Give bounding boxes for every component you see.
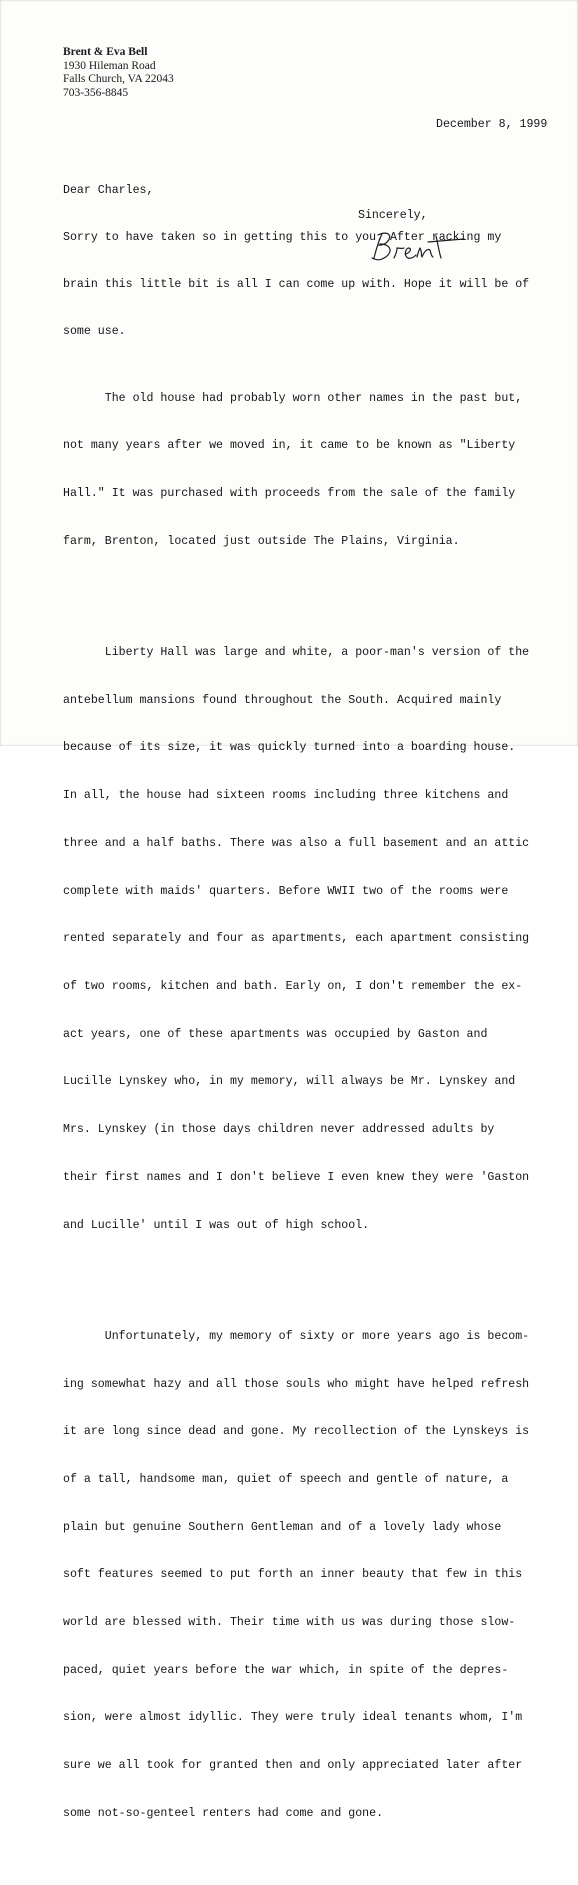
essay-line: soft features seemed to put forth an inner beauty that few in this xyxy=(63,1568,523,1582)
essay-line: it are long since dead and gone. My recollection of the Lynskeys is xyxy=(63,1425,530,1439)
letterhead-phone: 703-356-8845 xyxy=(63,86,129,99)
essay-line: Lucille Lynskey who, in my memory, will always be Mr. Lynskey and xyxy=(63,1075,516,1089)
essay-line: Liberty Hall was large and white, a poor-man's version of the xyxy=(63,646,530,660)
essay-paragraph xyxy=(63,1297,529,1854)
essay-line: ing somewhat hazy and all those souls who might have helped refresh xyxy=(63,1377,530,1391)
essay-line: In all, the house had sixteen rooms including three kitchens and xyxy=(63,789,509,803)
essay-line: Unfortunately, my memory of sixty or more years ago is becom- xyxy=(63,1329,530,1343)
essay-line: their first names and I don't believe I even knew they were 'Gaston xyxy=(63,1170,530,1184)
essay-line: of a tall, handsome man, quiet of speech and gentle of nature, a xyxy=(63,1472,509,1486)
signature-drawing xyxy=(364,228,474,268)
essay-line: Mrs. Lynskey (in those days children never addressed adults by xyxy=(63,1123,495,1137)
essay-line: complete with maids' quarters. Before WWII two of the rooms were xyxy=(63,884,509,898)
handwritten-signature xyxy=(364,228,474,273)
essay-line: rented separately and four as apartments, each apartment consisting xyxy=(63,932,530,946)
essay-paragraph xyxy=(63,613,529,1265)
essay-line: farm, Brenton, located just outside The Plains, Virginia. xyxy=(63,534,460,548)
essay-line: because of its size, it was quickly turned into a boarding house. xyxy=(63,741,516,755)
essay-line: sure we all took for granted then and only appreciated later after xyxy=(63,1759,523,1773)
essay-line: three and a half baths. There was also a full basement and an attic xyxy=(63,836,530,850)
essay-line: sion, were almost idyllic. They were truly ideal tenants whom, I'm xyxy=(63,1711,523,1725)
letterhead-city: Falls Church, VA 22043 xyxy=(63,73,174,85)
cover-body-line: some use. xyxy=(63,324,126,338)
essay-line: of two rooms, kitchen and bath. Early on, I don't remember the ex- xyxy=(63,979,523,993)
essay-line: not many years after we moved in, it came to be known as "Liberty xyxy=(63,439,516,453)
letterhead-street: 1930 Hileman Road xyxy=(63,59,156,72)
letterhead-name: Brent & Eva Bell xyxy=(63,46,148,58)
essay-line: and Lucille' until I was out of high school. xyxy=(63,1218,370,1232)
letterhead xyxy=(63,46,174,100)
cover-body-line: brain this little bit is all I can come up with. Hope it will be of xyxy=(63,277,530,291)
letter-date: December 8, 1999 xyxy=(436,118,548,131)
essay-line: some not-so-genteel renters had come and gone. xyxy=(63,1806,384,1820)
essay-line: world are blessed with. Their time with us was during those slow- xyxy=(63,1616,516,1630)
essay-line: paced, quiet years before the war which, in spite of the depres- xyxy=(63,1663,509,1677)
essay-line: Hall." It was purchased with proceeds from the sale of the family xyxy=(63,487,516,501)
essay-line: act years, one of these apartments was occupied by Gaston and xyxy=(63,1027,488,1041)
salutation: Dear Charles, xyxy=(63,184,154,198)
essay xyxy=(63,327,529,1885)
essay-paragraph xyxy=(63,359,529,582)
essay-line: plain but genuine Southern Gentleman and of a lovely lady whose xyxy=(63,1520,502,1534)
closing: Sincerely, xyxy=(358,209,428,222)
essay-line: The old house had probably worn other names in the past but, xyxy=(63,391,523,405)
essay-line: antebellum mansions found throughout the South. Acquired mainly xyxy=(63,693,502,707)
cover-body-line: Sorry to have taken so in getting this to you. After racking my xyxy=(63,230,502,244)
